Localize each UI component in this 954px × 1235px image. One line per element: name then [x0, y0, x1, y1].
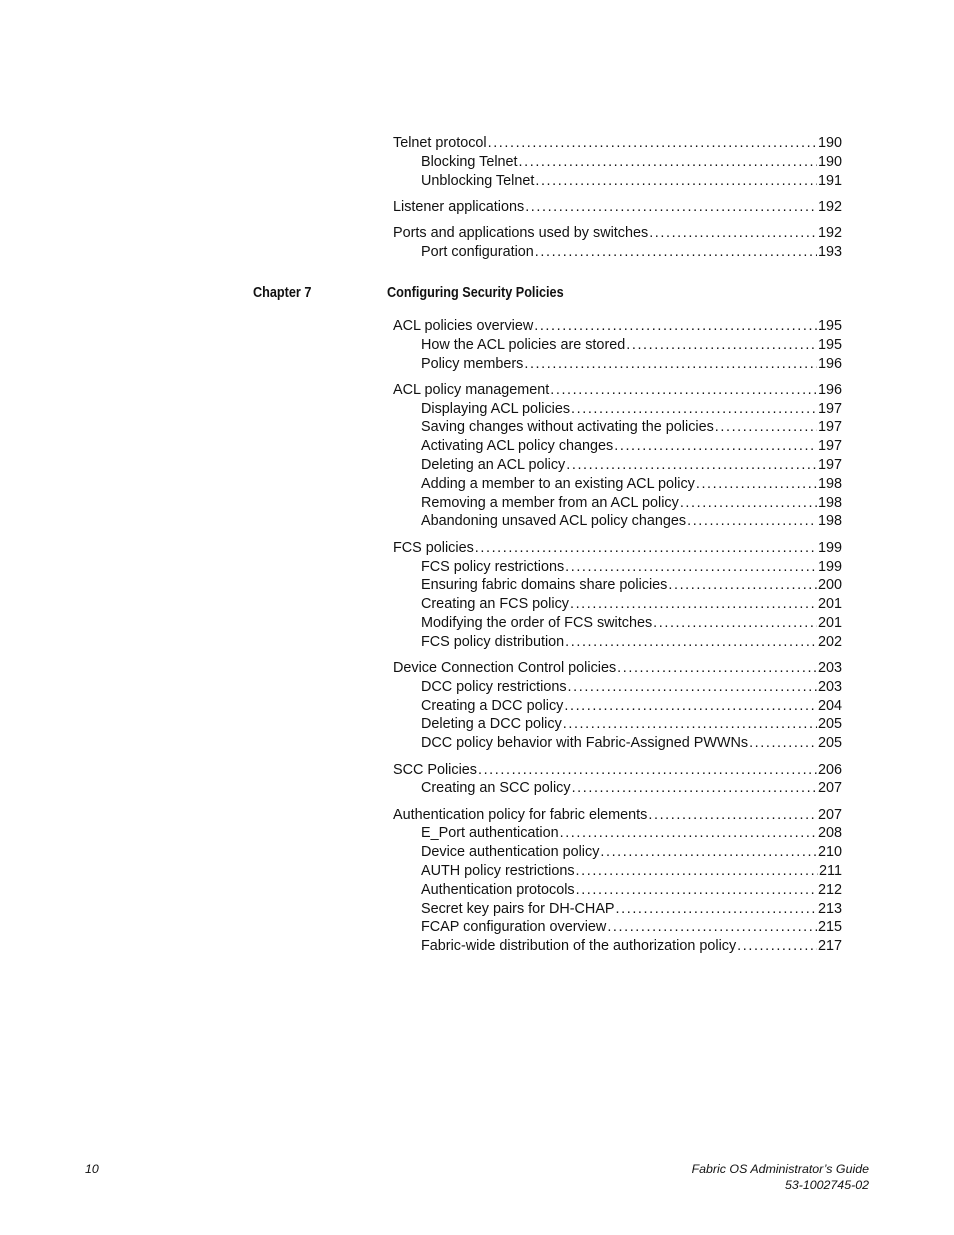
toc-subentry[interactable]	[393, 494, 842, 513]
toc-entry-title: Listener applications	[393, 198, 525, 215]
toc-entry[interactable]	[393, 806, 842, 825]
toc-entry-page: 196	[817, 355, 842, 372]
toc-entry-page: 199	[817, 558, 842, 575]
toc-leader-dots	[737, 937, 817, 956]
footer-doc-number: 53-1002745-02	[784, 1177, 869, 1192]
toc-entry-page: 211	[819, 863, 842, 880]
toc-leader-dots	[576, 881, 817, 900]
toc-subentry[interactable]	[393, 862, 842, 881]
toc-leader-dots	[535, 243, 817, 262]
toc-entry[interactable]	[393, 761, 842, 780]
toc-entry-page: 203	[817, 660, 842, 677]
toc-subentry[interactable]	[393, 475, 842, 494]
toc-entry-page: 205	[817, 716, 842, 733]
toc-entry-title: SCC Policies	[393, 761, 477, 778]
toc-leader-dots	[519, 153, 817, 172]
toc-subentry[interactable]	[393, 918, 842, 937]
toc-entry[interactable]	[393, 659, 842, 678]
toc-leader-dots	[564, 697, 817, 716]
toc-entry-page: 204	[817, 697, 842, 714]
toc-entry-title: Creating an FCS policy	[421, 596, 569, 613]
toc-entry-title: Deleting a DCC policy	[421, 716, 562, 733]
toc-entry-page: 195	[817, 318, 842, 334]
toc-leader-dots	[566, 456, 817, 475]
toc-entry[interactable]	[393, 381, 842, 400]
toc-leader-dots	[550, 381, 817, 400]
toc-leader-dots	[563, 715, 817, 734]
toc-entry-page: 196	[817, 381, 842, 398]
toc-leader-dots	[576, 862, 819, 881]
toc-leader-dots	[600, 843, 817, 862]
toc-subentry[interactable]	[393, 824, 842, 843]
toc-subentry[interactable]	[393, 937, 842, 956]
toc-entry-title: Unblocking Telnet	[421, 172, 535, 189]
toc-entry-page: 207	[817, 806, 842, 823]
toc-entry-page: 190	[817, 153, 842, 170]
toc-group	[393, 224, 842, 262]
toc-entry-title: FCS policies	[393, 539, 474, 556]
toc-leader-dots	[607, 918, 817, 937]
toc-entry-page: 199	[817, 539, 842, 556]
toc-entry-title: Adding a member to an existing ACL policy	[421, 475, 695, 492]
toc-entry-page: 197	[817, 438, 842, 455]
toc-entry-title: FCS policy distribution	[421, 633, 565, 650]
footer-guide-title: Fabric OS Administrator’s Guide	[691, 1162, 869, 1176]
toc-entry-title: E_Port authentication	[421, 825, 559, 842]
toc-subentry[interactable]	[393, 633, 842, 652]
toc-entry-page: 210	[817, 844, 842, 861]
toc-subentry[interactable]	[393, 595, 842, 614]
toc-entry-page: 190	[817, 135, 842, 151]
toc-leader-dots	[696, 475, 817, 494]
toc-entry-page: 205	[817, 735, 842, 752]
toc-subentry[interactable]	[393, 779, 842, 798]
toc-leader-dots	[488, 134, 817, 153]
toc-subentry[interactable]	[393, 336, 842, 355]
toc-subentry[interactable]	[393, 153, 842, 172]
toc-leader-dots	[560, 824, 817, 843]
toc-subentry[interactable]	[393, 243, 842, 262]
toc-entry-page: 215	[817, 919, 842, 936]
toc-section-chapter-7	[393, 317, 842, 964]
toc-leader-dots	[525, 198, 817, 217]
toc-subentry[interactable]	[393, 881, 842, 900]
toc-entry-title: Fabric-wide distribution of the authorization policy	[421, 938, 737, 955]
toc-entry-page: 193	[817, 243, 842, 260]
toc-entry-title: FCS policy restrictions	[421, 558, 565, 575]
toc-entry-page: 195	[817, 336, 842, 353]
toc-leader-dots	[478, 761, 817, 780]
toc-entry-page: 212	[817, 881, 842, 898]
toc-entry-title: Creating a DCC policy	[421, 697, 564, 714]
toc-entry-title: Activating ACL policy changes	[421, 438, 614, 455]
toc-leader-dots	[475, 539, 817, 558]
toc-group	[393, 381, 842, 531]
toc-entry-title: Deleting an ACL policy	[421, 457, 566, 474]
toc-entry-title: Telnet protocol	[393, 135, 487, 151]
toc-entry-page: 198	[817, 475, 842, 492]
toc-entry-page: 198	[817, 494, 842, 511]
toc-entry-title: Creating an SCC policy	[421, 780, 571, 797]
toc-entry-title: DCC policy behavior with Fabric-Assigned PWWNs	[421, 735, 749, 752]
toc-group	[393, 761, 842, 799]
toc-group	[393, 317, 842, 373]
toc-group	[393, 134, 842, 190]
toc-leader-dots	[653, 614, 817, 633]
toc-entry[interactable]	[393, 539, 842, 558]
toc-subentry[interactable]	[393, 400, 842, 419]
toc-entry-page: 197	[817, 400, 842, 417]
toc-entry-page: 202	[817, 633, 842, 650]
toc-leader-dots	[626, 336, 817, 355]
toc-section-previous	[393, 134, 842, 269]
toc-entry-title: Device Connection Control policies	[393, 660, 617, 677]
toc-subentry[interactable]	[393, 843, 842, 862]
toc-entry-title: Port configuration	[421, 243, 534, 260]
toc-entry-page: 200	[817, 577, 842, 594]
toc-entry-title: Blocking Telnet	[421, 153, 518, 170]
toc-group	[393, 198, 842, 217]
toc-entry-title: Authentication policy for fabric elements	[393, 806, 648, 823]
toc-entry-title: ACL policies overview	[393, 318, 534, 334]
toc-entry-page: 191	[817, 172, 842, 189]
toc-subentry[interactable]	[393, 437, 842, 456]
toc-leader-dots	[617, 659, 817, 678]
toc-entry-title: AUTH policy restrictions	[421, 863, 575, 880]
toc-leader-dots	[749, 734, 817, 753]
toc-entry-page: 213	[817, 900, 842, 917]
toc-group	[393, 806, 842, 956]
toc-entry-title: Policy members	[421, 355, 524, 372]
toc-entry-page: 203	[817, 678, 842, 695]
chapter-label: Chapter 7	[253, 285, 312, 301]
toc-leader-dots	[565, 633, 817, 652]
toc-entry-title: FCAP configuration overview	[421, 919, 607, 936]
toc-leader-dots	[680, 494, 817, 513]
toc-entry-page: 207	[817, 780, 842, 797]
toc-subentry[interactable]	[393, 734, 842, 753]
toc-leader-dots	[524, 355, 817, 374]
toc-entry-title: DCC policy restrictions	[421, 678, 567, 695]
toc-subentry[interactable]	[393, 456, 842, 475]
toc-entry-title: Authentication protocols	[421, 881, 575, 898]
toc-entry-page: 197	[817, 419, 842, 436]
toc-entry-page: 192	[817, 225, 842, 242]
toc-entry-title: Abandoning unsaved ACL policy changes	[421, 513, 687, 530]
toc-entry[interactable]	[393, 134, 842, 153]
toc-entry-page: 206	[817, 761, 842, 778]
toc-leader-dots	[565, 558, 817, 577]
toc-leader-dots	[668, 576, 817, 595]
toc-leader-dots	[614, 437, 817, 456]
toc-entry[interactable]	[393, 224, 842, 243]
toc-entry-title: ACL policy management	[393, 381, 550, 398]
chapter-title: Configuring Security Policies	[387, 285, 564, 301]
toc-subentry[interactable]	[393, 558, 842, 577]
toc-subentry[interactable]	[393, 576, 842, 595]
toc-leader-dots	[687, 512, 817, 531]
toc-subentry[interactable]	[393, 355, 842, 374]
toc-subentry[interactable]	[393, 512, 842, 531]
toc-entry-page: 208	[817, 825, 842, 842]
toc-subentry[interactable]	[393, 697, 842, 716]
toc-entry-title: Modifying the order of FCS switches	[421, 614, 653, 631]
toc-entry[interactable]	[393, 317, 842, 336]
footer-doc-info	[692, 1162, 869, 1193]
toc-leader-dots	[648, 806, 817, 825]
toc-entry[interactable]	[393, 198, 842, 217]
toc-leader-dots	[570, 595, 817, 614]
toc-leader-dots	[572, 779, 817, 798]
toc-group	[393, 659, 842, 753]
toc-entry-page: 201	[817, 596, 842, 613]
toc-leader-dots	[535, 172, 817, 191]
footer-page-number: 10	[85, 1162, 99, 1176]
toc-entry-page: 192	[817, 198, 842, 215]
toc-group	[393, 539, 842, 652]
toc-entry-title: Saving changes without activating the policies	[421, 419, 714, 436]
toc-entry-page: 217	[817, 938, 842, 955]
toc-entry-title: How the ACL policies are stored	[421, 336, 626, 353]
toc-subentry[interactable]	[393, 678, 842, 697]
toc-leader-dots	[715, 418, 817, 437]
toc-subentry[interactable]	[393, 172, 842, 191]
toc-entry-title: Secret key pairs for DH-CHAP	[421, 900, 615, 917]
toc-subentry[interactable]	[393, 418, 842, 437]
toc-leader-dots	[649, 224, 817, 243]
toc-leader-dots	[534, 317, 817, 336]
toc-entry-page: 197	[817, 457, 842, 474]
toc-leader-dots	[571, 400, 817, 419]
toc-subentry[interactable]	[393, 614, 842, 633]
toc-entry-page: 201	[817, 614, 842, 631]
chapter-heading	[0, 285, 954, 307]
toc-entry-title: Ensuring fabric domains share policies	[421, 577, 668, 594]
toc-entry-page: 198	[817, 513, 842, 530]
toc-leader-dots	[616, 900, 817, 919]
toc-leader-dots	[568, 678, 817, 697]
toc-subentry[interactable]	[393, 900, 842, 919]
toc-entry-title: Removing a member from an ACL policy	[421, 494, 679, 511]
toc-entry-title: Device authentication policy	[421, 844, 600, 861]
toc-subentry[interactable]	[393, 715, 842, 734]
toc-entry-title: Ports and applications used by switches	[393, 225, 649, 242]
toc-entry-title: Displaying ACL policies	[421, 400, 571, 417]
